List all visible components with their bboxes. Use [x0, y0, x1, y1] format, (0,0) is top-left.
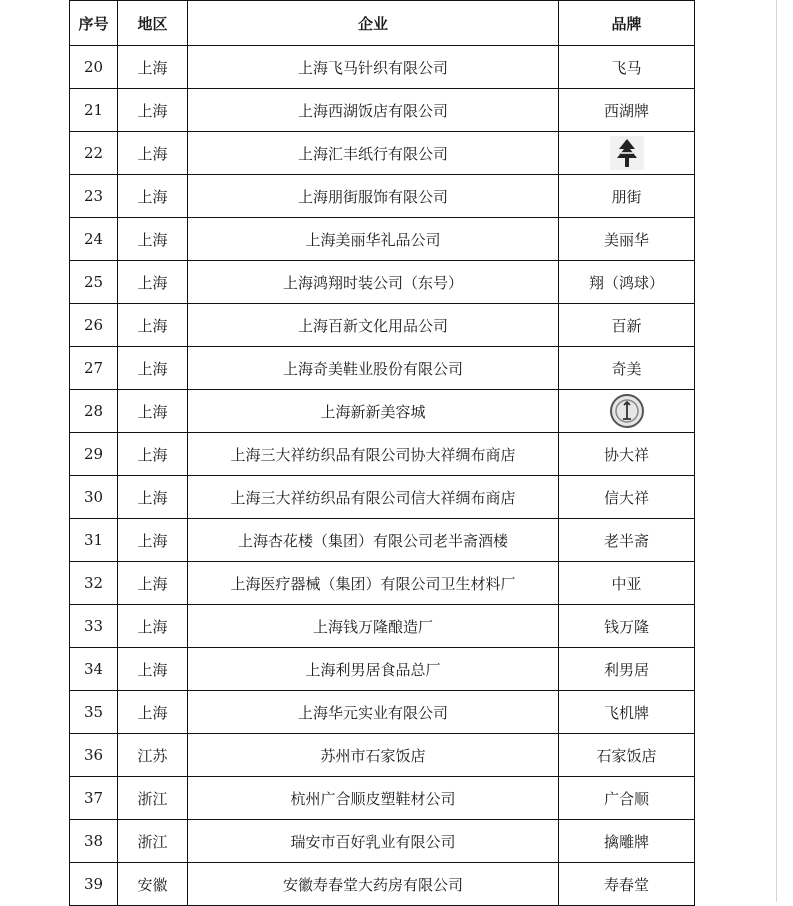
row-brand-cell: 美丽华 [559, 218, 695, 261]
row-region-cell: 上海 [118, 304, 188, 347]
row-no-cell: 26 [70, 304, 118, 347]
row-region-cell: 上海 [118, 261, 188, 304]
row-company-cell: 上海西湖饭店有限公司 [188, 89, 559, 132]
row-no-cell: 25 [70, 261, 118, 304]
table-row [70, 218, 695, 261]
row-region-cell: 上海 [118, 132, 188, 175]
row-no-cell: 33 [70, 605, 118, 648]
row-company-cell: 上海百新文化用品公司 [188, 304, 559, 347]
table-row [70, 347, 695, 390]
header-no: 序号 [70, 1, 118, 46]
row-region-cell: 上海 [118, 476, 188, 519]
row-brand-cell: 翔（鸿球） [559, 261, 695, 304]
row-no-cell: 27 [70, 347, 118, 390]
row-company-cell: 安徽寿春堂大药房有限公司 [188, 863, 559, 906]
row-company-cell: 上海杏花楼（集团）有限公司老半斋酒楼 [188, 519, 559, 562]
brand-table [69, 0, 695, 906]
row-no-cell: 39 [70, 863, 118, 906]
row-region-cell: 上海 [118, 605, 188, 648]
row-company-cell: 上海华元实业有限公司 [188, 691, 559, 734]
header-company: 企业 [188, 1, 559, 46]
row-brand-cell: 西湖牌 [559, 89, 695, 132]
row-brand-cell: 协大祥 [559, 433, 695, 476]
row-company-cell: 上海汇丰纸行有限公司 [188, 132, 559, 175]
row-brand-cell: 钱万隆 [559, 605, 695, 648]
table-row [70, 605, 695, 648]
row-no-cell: 21 [70, 89, 118, 132]
row-no-cell: 36 [70, 734, 118, 777]
row-region-cell: 安徽 [118, 863, 188, 906]
row-region-cell: 浙江 [118, 777, 188, 820]
row-region-cell: 上海 [118, 89, 188, 132]
table-row [70, 433, 695, 476]
table-row [70, 820, 695, 863]
row-brand-cell: 飞马 [559, 46, 695, 89]
row-no-cell: 34 [70, 648, 118, 691]
table-row [70, 476, 695, 519]
row-region-cell: 浙江 [118, 820, 188, 863]
table-row [70, 777, 695, 820]
row-region-cell: 上海 [118, 46, 188, 89]
row-no-cell: 32 [70, 562, 118, 605]
row-no-cell: 22 [70, 132, 118, 175]
table-row [70, 648, 695, 691]
table-row [70, 519, 695, 562]
row-no-cell: 37 [70, 777, 118, 820]
row-brand-cell: 百新 [559, 304, 695, 347]
table-row [70, 390, 695, 433]
row-company-cell: 上海朋街服饰有限公司 [188, 175, 559, 218]
row-company-cell: 上海新新美容城 [188, 390, 559, 433]
row-region-cell: 上海 [118, 562, 188, 605]
table-header-row [70, 1, 695, 46]
row-brand-cell: 利男居 [559, 648, 695, 691]
row-no-cell: 20 [70, 46, 118, 89]
table-row [70, 691, 695, 734]
table-row [70, 562, 695, 605]
row-no-cell: 31 [70, 519, 118, 562]
table-row [70, 863, 695, 906]
row-region-cell: 上海 [118, 175, 188, 218]
row-brand-cell: 擒雕牌 [559, 820, 695, 863]
row-company-cell: 上海三大祥纺织品有限公司协大祥绸布商店 [188, 433, 559, 476]
header-brand: 品牌 [559, 1, 695, 46]
table-row [70, 175, 695, 218]
row-brand-cell: 信大祥 [559, 476, 695, 519]
row-no-cell: 28 [70, 390, 118, 433]
row-company-cell: 上海鸿翔时装公司（东号） [188, 261, 559, 304]
row-region-cell: 上海 [118, 347, 188, 390]
row-no-cell: 23 [70, 175, 118, 218]
row-brand-cell: 寿春堂 [559, 863, 695, 906]
table-row [70, 261, 695, 304]
row-company-cell: 苏州市石家饭店 [188, 734, 559, 777]
row-company-cell: 上海钱万隆酿造厂 [188, 605, 559, 648]
table-row [70, 132, 695, 175]
row-no-cell: 29 [70, 433, 118, 476]
row-company-cell: 上海利男居食品总厂 [188, 648, 559, 691]
row-region-cell: 上海 [118, 218, 188, 261]
row-brand-cell: 中亚 [559, 562, 695, 605]
row-region-cell: 江苏 [118, 734, 188, 777]
circle-emblem-logo-icon [609, 401, 645, 419]
tree-logo-icon [610, 143, 644, 161]
row-brand-cell: 朋街 [559, 175, 695, 218]
row-brand-cell: 广合顺 [559, 777, 695, 820]
row-no-cell: 24 [70, 218, 118, 261]
table-row [70, 89, 695, 132]
row-company-cell: 上海美丽华礼品公司 [188, 218, 559, 261]
row-region-cell: 上海 [118, 390, 188, 433]
table-row [70, 46, 695, 89]
row-no-cell: 38 [70, 820, 118, 863]
table-row [70, 734, 695, 777]
row-company-cell: 上海医疗器械（集团）有限公司卫生材料厂 [188, 562, 559, 605]
row-region-cell: 上海 [118, 433, 188, 476]
row-region-cell: 上海 [118, 648, 188, 691]
row-company-cell: 上海三大祥纺织品有限公司信大祥绸布商店 [188, 476, 559, 519]
row-no-cell: 35 [70, 691, 118, 734]
row-brand-cell [559, 132, 695, 175]
row-no-cell: 30 [70, 476, 118, 519]
row-company-cell: 瑞安市百好乳业有限公司 [188, 820, 559, 863]
row-brand-cell [559, 390, 695, 433]
row-brand-cell: 奇美 [559, 347, 695, 390]
row-brand-cell: 飞机牌 [559, 691, 695, 734]
row-company-cell: 上海飞马针织有限公司 [188, 46, 559, 89]
row-region-cell: 上海 [118, 691, 188, 734]
row-brand-cell: 老半斋 [559, 519, 695, 562]
table-row [70, 304, 695, 347]
header-region: 地区 [118, 1, 188, 46]
page-edge-rule [776, 0, 777, 902]
row-brand-cell: 石家饭店 [559, 734, 695, 777]
row-company-cell: 杭州广合顺皮塑鞋材公司 [188, 777, 559, 820]
row-company-cell: 上海奇美鞋业股份有限公司 [188, 347, 559, 390]
row-region-cell: 上海 [118, 519, 188, 562]
